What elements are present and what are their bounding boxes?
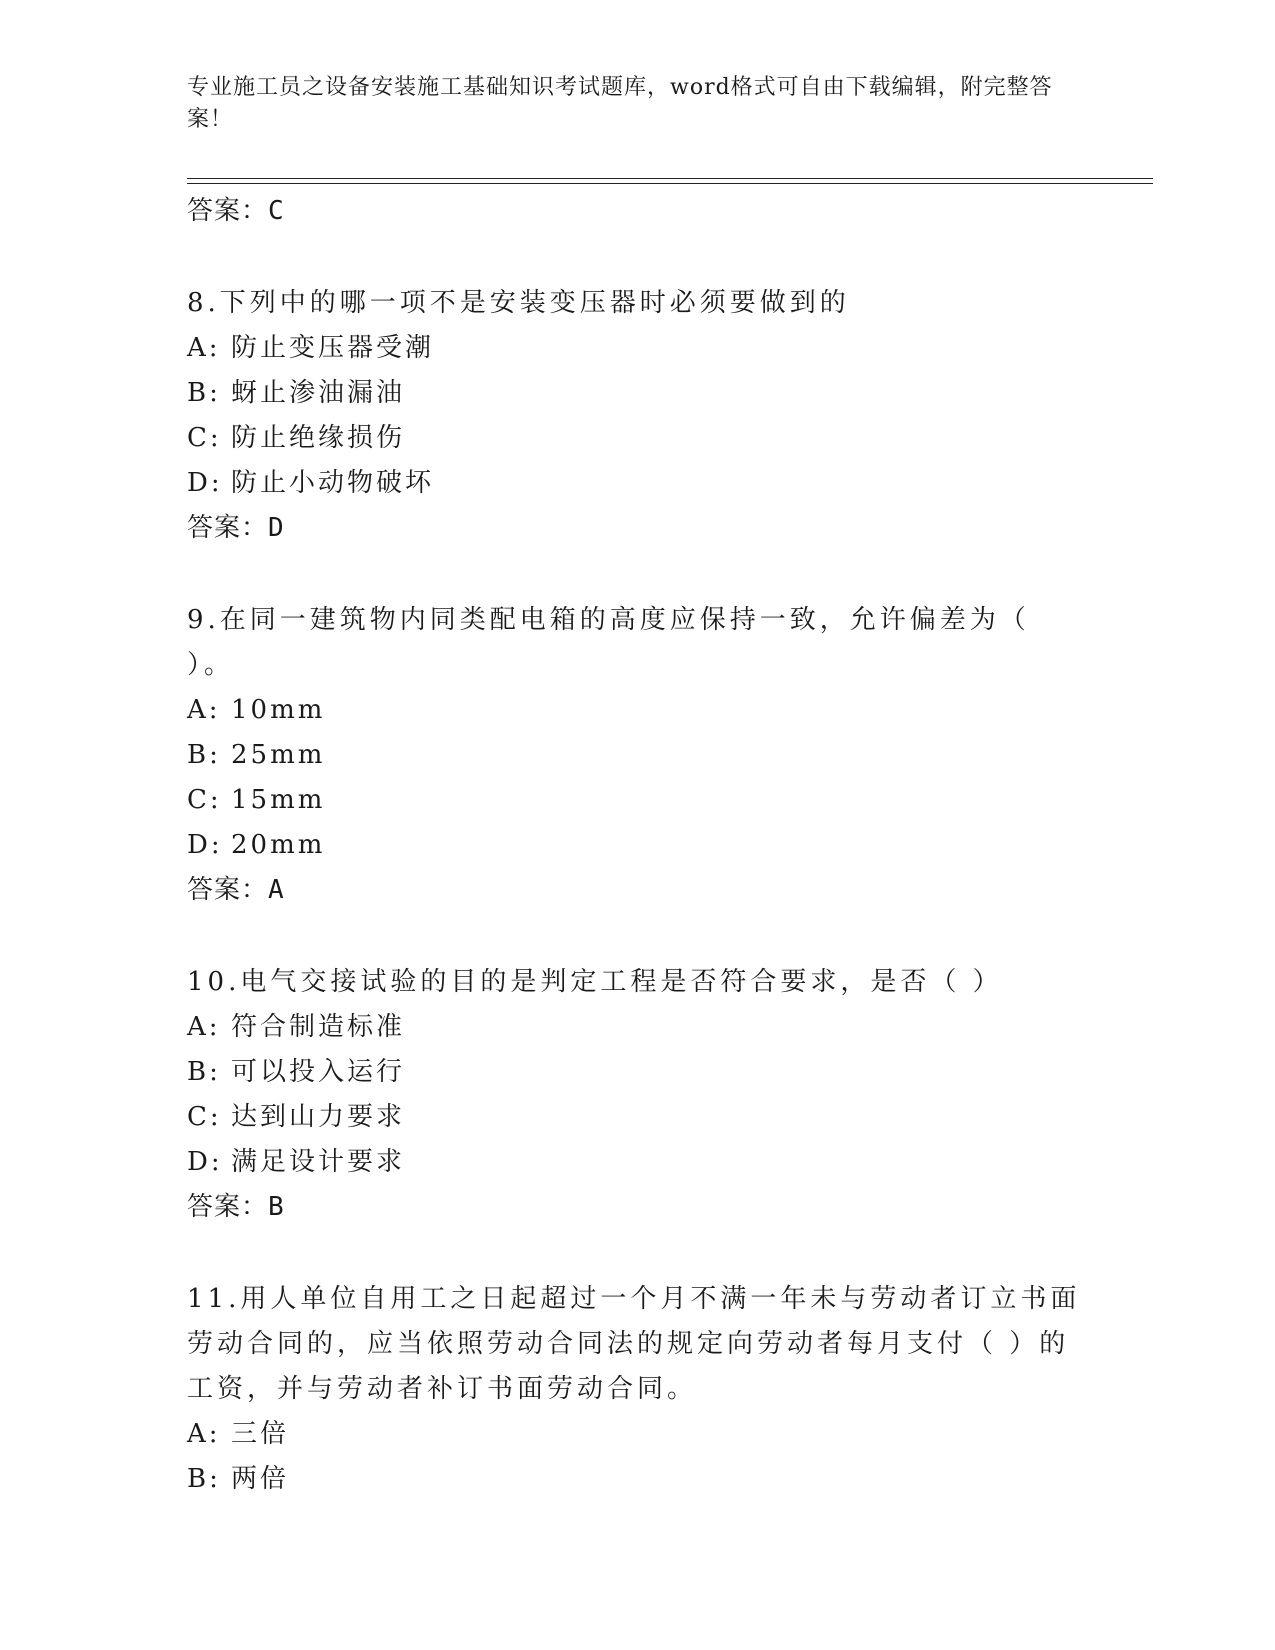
q9-option-a <box>187 688 1087 733</box>
document-header: 专业施工员之设备安装施工基础知识考试题库，word格式可自由下载编辑，附完整答案！ <box>187 75 1053 132</box>
question-9: 9.在同一建筑物内同类配电箱的高度应保持一致，允许偏差为（ ）。 <box>187 605 1030 680</box>
header-divider-bottom <box>187 183 1153 184</box>
q8-option-a <box>187 326 1087 371</box>
option-text: 满足设计要求 <box>231 1147 406 1177</box>
question-11: 11.用人单位自用工之日起超过一个月不满一年未与劳动者订立书面劳动合同的，应当依照劳动合同法的规定向劳动者每月支付（ ）的工资，并与劳动者补订书面劳动合同。 <box>187 1284 1081 1404</box>
q11-option-a <box>187 1412 1087 1457</box>
option-letter: C: <box>187 1102 222 1132</box>
option-text: 三倍 <box>231 1419 290 1449</box>
option-text: 15mm <box>231 785 326 815</box>
option-letter: A: <box>187 695 221 725</box>
option-letter: B: <box>187 740 221 770</box>
q9-option-c <box>187 778 1087 823</box>
option-letter: D: <box>187 830 223 860</box>
q10-option-a <box>187 1005 1087 1050</box>
answer-q8: 答案：D <box>187 513 285 543</box>
answer-q10: 答案：B <box>187 1192 285 1222</box>
option-letter: D: <box>187 1147 223 1177</box>
option-text: 两倍 <box>231 1464 290 1494</box>
option-letter: A: <box>187 1419 221 1449</box>
option-letter: C: <box>187 423 222 453</box>
q9-option-d <box>187 823 1087 868</box>
q8-option-b <box>187 371 1087 416</box>
answer-q9: 答案：A <box>187 875 285 905</box>
q8-option-d <box>187 461 1087 506</box>
option-text: 符合制造标准 <box>231 1012 406 1042</box>
option-letter: B: <box>187 1464 221 1494</box>
question-8: 8.下列中的哪一项不是安装变压器时必须要做到的 <box>187 288 850 318</box>
option-letter: D: <box>187 468 223 498</box>
q10-option-d <box>187 1140 1087 1185</box>
question-list <box>187 189 1087 1502</box>
option-text: 防止变压器受潮 <box>231 333 435 363</box>
option-text: 防止绝缘损伤 <box>231 423 406 453</box>
q10-option-c <box>187 1095 1087 1140</box>
q9-option-b <box>187 733 1087 778</box>
option-letter: A: <box>187 1012 221 1042</box>
q10-option-b <box>187 1050 1087 1095</box>
option-text: 防止小动物破坏 <box>231 468 435 498</box>
question-10: 10.电气交接试验的目的是判定工程是否符合要求，是否（ ） <box>187 967 1003 997</box>
option-text: 20mm <box>231 830 326 860</box>
q8-option-c <box>187 416 1087 461</box>
option-letter: C: <box>187 785 222 815</box>
answer-q7: 答案：C <box>187 196 285 226</box>
option-text: 蚜止渗油漏油 <box>231 378 406 408</box>
option-text: 10mm <box>231 695 326 725</box>
header-divider-top <box>187 178 1153 179</box>
option-letter: B: <box>187 1057 221 1087</box>
option-letter: A: <box>187 333 221 363</box>
q11-option-b <box>187 1457 1087 1502</box>
option-text: 可以投入运行 <box>231 1057 406 1087</box>
option-text: 25mm <box>231 740 326 770</box>
option-letter: B: <box>187 378 221 408</box>
option-text: 达到山力要求 <box>231 1102 406 1132</box>
